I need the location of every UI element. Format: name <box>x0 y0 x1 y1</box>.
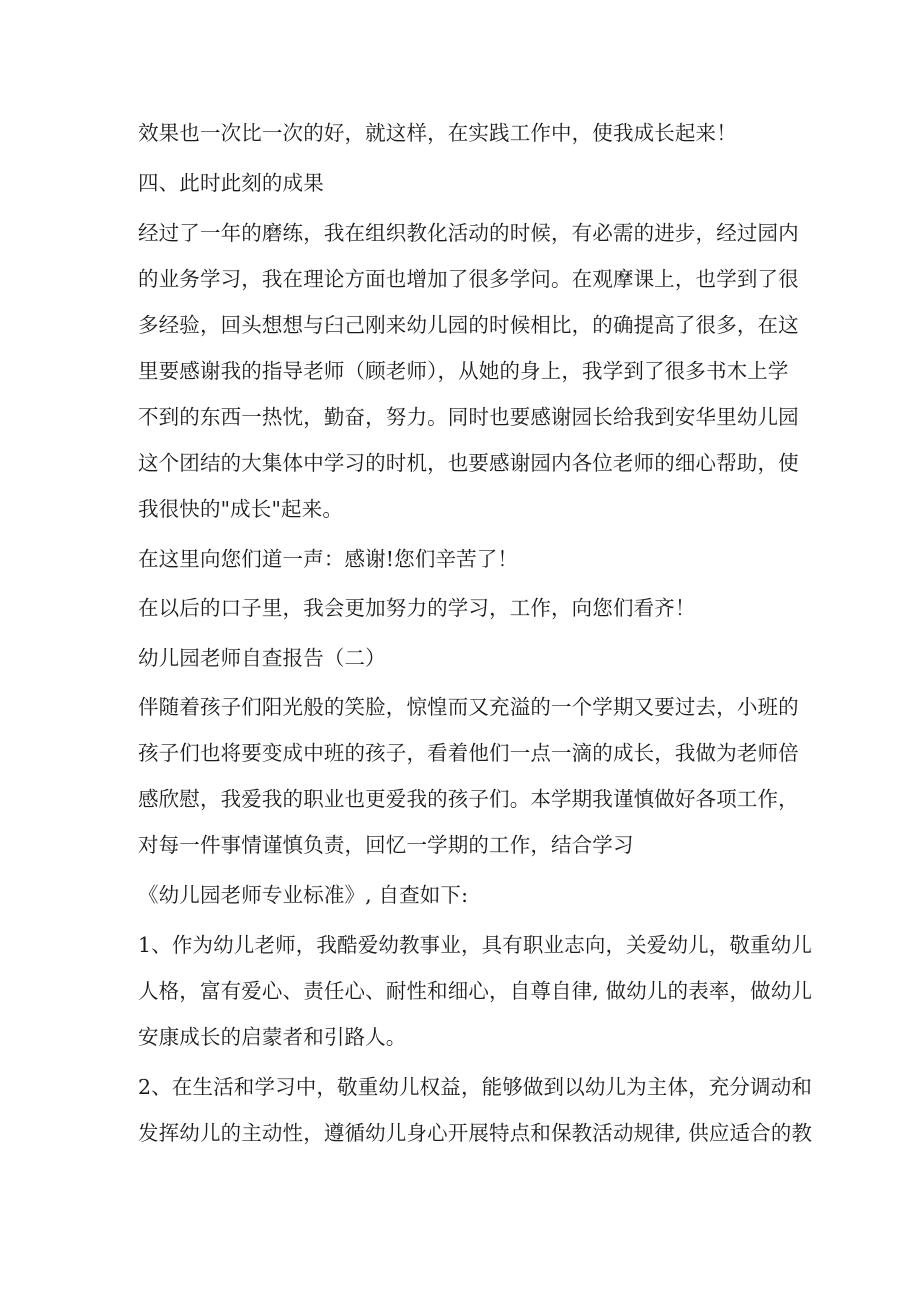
text-line: 多经验，回头想想与臼己刚来幼儿园的时候相比，的确提高了很多，在这 <box>138 313 799 337</box>
text-line: 不到的东西一热忱，勤奋，努力。同时也要感谢园长给我到安华里幼儿园 <box>138 405 799 429</box>
section-heading: 四、此时此刻的成果 <box>138 171 324 195</box>
text-line: 对每一件事情谨慎负责，回忆一学期的工作，结合学习 <box>138 833 634 857</box>
list-item-1-line: 1、作为幼儿老师，我酷爱幼教事业，具有职业志向，关爱幼儿，敬重幼儿 <box>138 933 812 957</box>
report-title: 幼儿园老师自查报告（二） <box>138 646 386 670</box>
list-item-2-line: 2、在生活和学习中，敬重幼儿权益，能够做到以幼儿为主体，充分调动和 <box>138 1075 812 1099</box>
list-item-2-line: 发挥幼儿的主动性，遵循幼儿身心开展特点和保教活动规律, 供应适合的教 <box>138 1121 813 1145</box>
text-line: 我很快的"成长"起来。 <box>138 497 344 521</box>
text-line: 这个团结的大集体中学习的时机，也要感谢园内各位老师的细心帮助，使 <box>138 451 799 475</box>
text-line: 在这里向您们道一声：感谢!您们辛苦了！ <box>138 547 519 571</box>
text-line: 《幼儿园老师专业标准》, 自查如下: <box>138 883 469 907</box>
text-line: 经过了一年的磨练，我在组织教化活动的时候，有必需的进步，经过园内 <box>138 221 799 245</box>
text-line: 伴随着孩子们阳光般的笑脸，惊惶而又充溢的一个学期又要过去，小班的 <box>138 695 799 719</box>
text-line: 里要感谢我的指导老师（顾老师），从她的身上，我学到了很多书木上学 <box>138 359 789 383</box>
text-line: 孩子们也将要变成中班的孩子，看着他们一点一滴的成长，我做为老师倍 <box>138 741 799 765</box>
text-line: 效果也一次比一次的好，就这样，在实践工作中，使我成长起来！ <box>138 121 737 145</box>
text-line: 在以后的口子里，我会更加努力的学习，工作，向您们看齐！ <box>138 596 696 620</box>
text-line: 感欣慰，我爱我的职业也更爱我的孩子们。本学期我谨慎做好各项工作， <box>138 787 799 811</box>
list-item-1-line: 人格，富有爱心、责任心、耐性和细心，自尊自律, 做幼儿的表率，做幼儿 <box>138 979 813 1003</box>
text-line: 的业务学习，我在理论方面也增加了很多学问。在观摩课上，也学到了很 <box>138 267 799 291</box>
list-item-1-line: 安康成长的启蒙者和引路人。 <box>138 1025 407 1049</box>
